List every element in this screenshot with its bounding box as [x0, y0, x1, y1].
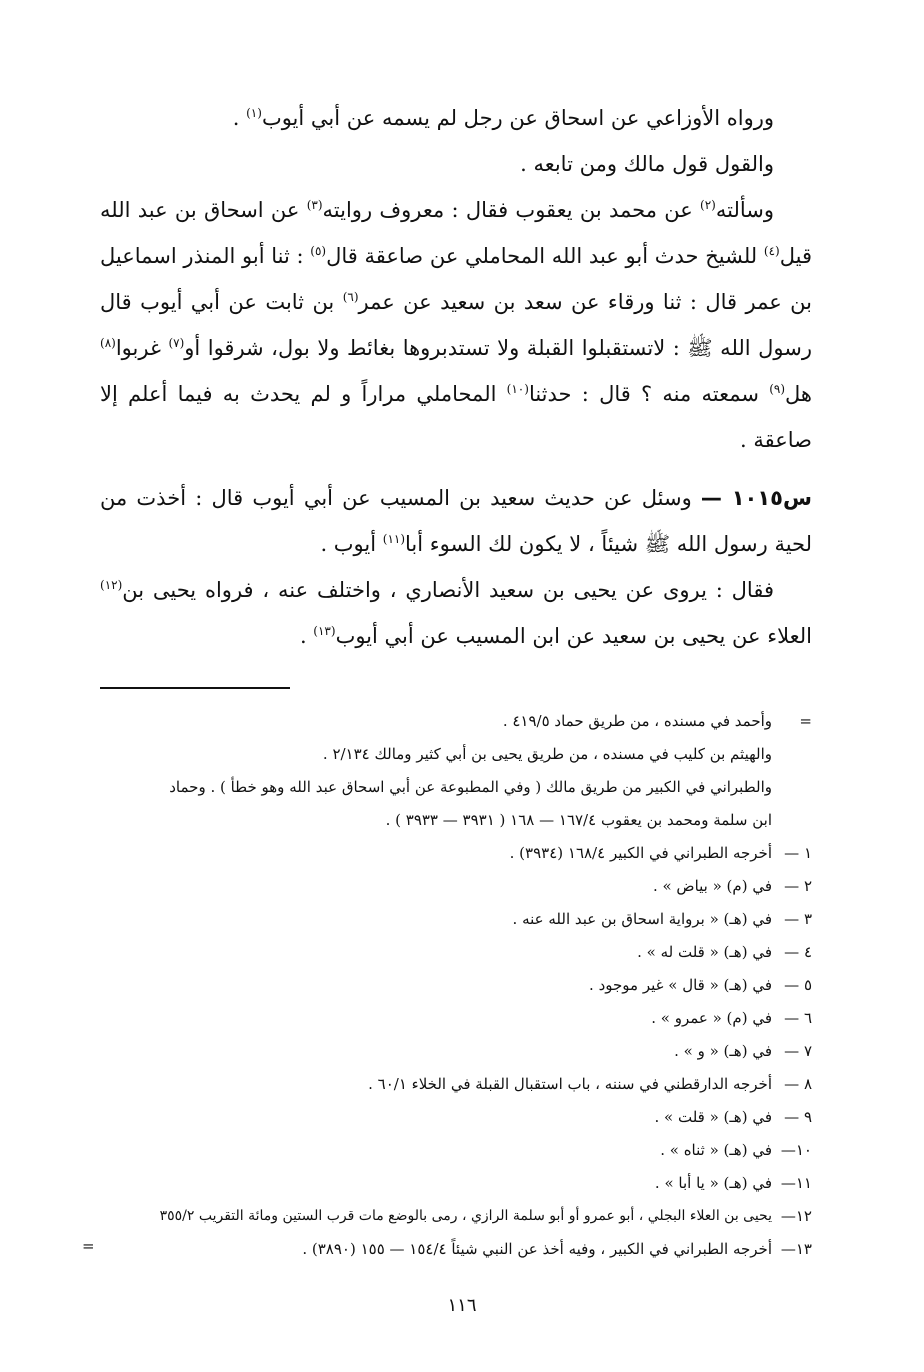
text-run: المحاملي مراراً و لم يحدث به فيما أعلم إلا صاعقة .	[100, 382, 812, 452]
footnote-ref[interactable]: (٨)	[100, 336, 116, 350]
footnote-number: ١٢—	[780, 1207, 812, 1225]
footnote-text: في (م) « عمرو » .	[651, 1009, 772, 1027]
footnote-ref[interactable]: (١١)	[382, 532, 406, 546]
paragraph: والقول قول مالك ومن تابعه .	[520, 152, 774, 176]
continuation-mark: =	[799, 712, 812, 730]
question-number: س١٠١٥ —	[700, 486, 812, 510]
continuation-mark: =	[82, 1237, 95, 1255]
footnote	[100, 1101, 812, 1134]
footnote-ref[interactable]: (٥)	[310, 244, 327, 258]
footnote	[100, 1200, 812, 1233]
footnote-text: في (هـ) « قال » غير موجود .	[589, 976, 772, 994]
footnote	[100, 1068, 812, 1101]
footnote-continued-line	[100, 804, 812, 837]
footnote-text: يحيى بن العلاء البجلي ، أبو عمرو أو أبو سلمة الرازي ، رمى بالوضع مات قرب الستين ومائة التقريب ٣٥٥/٢	[159, 1208, 772, 1224]
main-text	[100, 95, 812, 659]
footnote-ref[interactable]: (٩)	[769, 382, 786, 396]
footnote-ref[interactable]: (١٠)	[506, 382, 529, 396]
page-number: ١١٦	[447, 1295, 477, 1316]
text-run: للشيخ حدث أبو عبد الله المحاملي عن صاعقة قال	[326, 244, 764, 268]
footnote	[100, 969, 812, 1002]
text-run: وسئل عن حديث سعيد بن المسيب عن أبي أيوب قال : أخذت من لحية رسول الله ﷺ شيئاً ، لا يكون لك السوء أبا	[100, 486, 812, 556]
footnote-number: ٤ —	[784, 943, 812, 961]
footnote	[100, 936, 812, 969]
footnote-number: ١٠—	[780, 1141, 812, 1159]
text-run: : ثنا أبو المنذر اسماعيل بن عمر قال : ثنا ورقاء عن سعد بن سعيد عن عمر	[100, 244, 812, 314]
footnote-text: أخرجه الطبراني في الكبير ، وفيه أخذ عن النبي شيئاً ١٥٤/٤ — ١٥٥ (٣٨٩٠) .	[302, 1240, 772, 1258]
text-run: هل	[785, 382, 812, 406]
footnote-ref[interactable]: (٧)	[168, 336, 185, 350]
paragraph	[100, 567, 812, 659]
footnote-text: ابن سلمة ومحمد بن يعقوب ١٦٧/٤ — ١٦٨ ( ٣٩٣١ — ٣٩٣٣ ) .	[385, 811, 772, 829]
footnote-text: والطبراني في الكبير من طريق مالك ( وفي المطبوعة عن أبي اسحاق عبد الله وهو خطأ ) . وحماد	[169, 778, 772, 796]
text-run: غربوا	[115, 336, 169, 360]
footnote	[100, 1134, 812, 1167]
footnote-continued-line	[100, 705, 812, 738]
footnote-text: أخرجه الطبراني في الكبير ١٦٨/٤ (٣٩٣٤) .	[509, 844, 772, 862]
footnote-number: ٥ —	[784, 976, 812, 994]
footnote-text: في (هـ) « قلت » .	[654, 1108, 772, 1126]
footnote-ref[interactable]: (٣)	[306, 198, 323, 212]
footnotes	[100, 705, 812, 1266]
text-run: فقال : يروى عن يحيى بن سعيد الأنصاري ، واختلف عنه ، فرواه يحيى بن	[122, 578, 774, 602]
text-run: .	[299, 624, 314, 648]
text-run: عن محمد بن يعقوب فقال : معروف روايته	[322, 198, 701, 222]
footnote-text: وأحمد في مسنده ، من طريق حماد ٤١٩/٥ .	[502, 712, 772, 730]
footnote-number: ٢ —	[784, 877, 812, 895]
footnote	[100, 1233, 812, 1266]
text-run: سمعته منه ؟ قال : حدثنا	[528, 382, 770, 406]
footnote-number: ٩ —	[784, 1108, 812, 1126]
footnote-text: في (هـ) « قلت له » .	[637, 943, 772, 961]
footnote-number: ١ —	[784, 844, 812, 862]
footnote-number: ١٣—	[780, 1240, 812, 1258]
footnote-text: في (م) « بياض » .	[652, 877, 772, 895]
footnote-text: في (هـ) « و » .	[674, 1042, 772, 1060]
text-run: عن اسحاق بن عبد الله قيل	[100, 198, 812, 268]
footnote	[100, 1002, 812, 1035]
footnote-text: أخرجه الدارقطني في سننه ، باب استقبال القبلة في الخلاء ٦٠/١ .	[368, 1075, 772, 1093]
page-body	[100, 95, 812, 1345]
footnote-ref[interactable]: (٦)	[342, 290, 359, 304]
text-run: العلاء عن يحيى بن سعيد عن ابن المسيب عن أبي أيوب	[335, 624, 812, 648]
question-entry	[100, 475, 812, 567]
footnote-ref[interactable]: (٢)	[700, 198, 716, 212]
footnote-ref[interactable]: (١٢)	[100, 578, 123, 592]
footnote	[100, 903, 812, 936]
text-run: ورواه الأوزاعي عن اسحاق عن رجل لم يسمه عن أبي أيوب	[261, 106, 774, 130]
text-run: بن ثابت عن أبي أيوب قال رسول الله ﷺ : لاتستقبلوا القبلة ولا تستدبروها بغائط ولا بول، شرقوا أو	[100, 290, 812, 360]
text-run: أيوب .	[320, 532, 383, 556]
paragraph	[100, 95, 812, 141]
footnote-text: في (هـ) « ثناه » .	[660, 1141, 772, 1159]
footnote-text: في (هـ) « يا أبا » .	[654, 1174, 772, 1192]
footnote	[100, 870, 812, 903]
text-run: وسألته	[715, 198, 774, 222]
footnote-number: ٨ —	[784, 1075, 812, 1093]
footnote-ref[interactable]: (٤)	[763, 244, 780, 258]
footnote-ref[interactable]: (١٣)	[313, 624, 336, 638]
footnote-separator	[100, 687, 290, 689]
footnote-number: ٧ —	[784, 1042, 812, 1060]
footnote-continued-line	[100, 738, 812, 771]
footnote-number: ٣ —	[784, 910, 812, 928]
footnote-number: ١١—	[780, 1174, 812, 1192]
footnote	[100, 1167, 812, 1200]
text-run: .	[232, 106, 247, 130]
footnote	[100, 837, 812, 870]
footnote-text: في (هـ) « برواية اسحاق بن عبد الله عنه .	[512, 910, 772, 928]
footnote-ref[interactable]: (١)	[246, 106, 262, 120]
footnote-number: ٦ —	[784, 1009, 812, 1027]
footnote-continued-line	[100, 771, 812, 804]
footnote	[100, 1035, 812, 1068]
paragraph	[100, 187, 812, 463]
footnote-text: والهيثم بن كليب في مسنده ، من طريق يحيى بن أبي كثير ومالك ٢/١٣٤ .	[322, 745, 772, 763]
